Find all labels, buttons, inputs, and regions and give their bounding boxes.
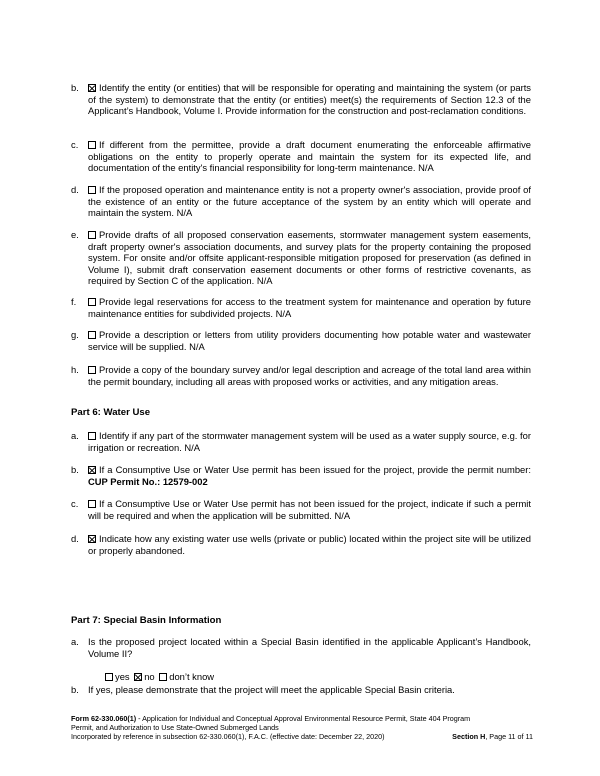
option-no-label: no xyxy=(144,671,155,682)
item-text: If the proposed operation and maintenance entity is not a property owner's association, provide proof of the existence of an entity or the future acceptance of the system by an entity which will operate and maintain the system. N/A xyxy=(88,184,531,218)
option-dont-know-label: don’t know xyxy=(169,671,215,682)
checkbox-no-checked[interactable] xyxy=(134,673,142,681)
checkbox[interactable] xyxy=(88,141,96,149)
checkbox-checked[interactable] xyxy=(88,535,96,543)
item-text: Identify the entity (or entities) that will be responsible for operating and maintaining the system (or parts of the system) to demonstrate that the entity (or entities) meet(s) the requirements of Section 12.3 of the Applicant’s Handbook, Volume I. Provide information for the construction and post-reclamation conditions. xyxy=(88,82,531,116)
item-letter: a. xyxy=(71,430,79,441)
item-letter: f. xyxy=(71,296,77,307)
item-text: If a Consumptive Use or Water Use permit has not been issued for the project, indicate if such a permit will be required and when the application will be submitted. N/A xyxy=(88,498,531,521)
item-b-operation-entity xyxy=(71,82,531,117)
checkbox[interactable] xyxy=(88,366,96,374)
cup-permit-number: CUP Permit No.: 12579-002 xyxy=(88,475,208,487)
footer-page-number: , Page 11 of 11 xyxy=(485,732,533,741)
item-f-legal-reservations xyxy=(71,296,531,319)
item-text: Provide a copy of the boundary survey and/or legal description and acreage of the total land area within the permit boundary, including all areas with proposed works or activities, and any mitigation areas. xyxy=(88,364,531,387)
part7-item-a xyxy=(71,636,531,659)
item-h-boundary-survey xyxy=(71,364,531,387)
item-letter: c. xyxy=(71,139,79,150)
part7-item-b xyxy=(71,684,531,696)
item-letter: g. xyxy=(71,329,79,340)
item-letter: a. xyxy=(71,636,79,647)
item-letter: e. xyxy=(71,229,79,240)
option-yes-label: yes xyxy=(115,671,130,682)
footer-form-number: Form 62-330.060(1) xyxy=(71,714,137,723)
footer-line-3: Incorporated by reference in subsection 62-330.060(1), F.A.C. (effective date: December 22, 2020) xyxy=(71,732,385,741)
item-text: Provide drafts of all proposed conservation easements, stormwater management system easements, draft property owner's association documents, and survey plats for the property containing the proposed system. For onsite and/or offsite applicant-responsible mitigation proposed for preservation (as defined in Volume I), submit draft conservation easement documents or other forms of restrictive covenants, as required by Section C of the application. N/A xyxy=(88,229,531,286)
item-text: Indicate how any existing water use wells (private or public) located within the project site will be utilized or properly abandoned. xyxy=(88,533,531,556)
checkbox[interactable] xyxy=(88,331,96,339)
footer-section: Section H xyxy=(452,732,486,741)
part6-item-d xyxy=(71,533,531,556)
checkbox-dont-know[interactable] xyxy=(159,673,167,681)
footer-line1-text: - Application for Individual and Conceptual Approval Environmental Resource Permit, State 404 Program xyxy=(136,714,471,723)
page-footer xyxy=(71,714,533,741)
item-text: If yes, please demonstrate that the project will meet the applicable Special Basin criteria. xyxy=(88,684,455,695)
checkbox[interactable] xyxy=(88,186,96,194)
part6-item-c xyxy=(71,498,531,521)
part6-item-b xyxy=(71,464,531,487)
footer-line-2: Permit, and Authorization to Use State-Owned Submerged Lands xyxy=(71,723,279,732)
part6-heading: Part 6: Water Use xyxy=(71,407,151,418)
item-text: Is the proposed project located within a Special Basin identified in the applicable Applicant’s Handbook, Volume II? xyxy=(88,636,531,659)
item-letter: b. xyxy=(71,464,79,475)
checkbox[interactable] xyxy=(88,432,96,440)
item-letter: c. xyxy=(71,498,79,509)
item-letter: b. xyxy=(71,684,79,695)
checkbox-checked[interactable] xyxy=(88,84,96,92)
part7-heading: Part 7: Special Basin Information xyxy=(71,615,222,626)
checkbox-checked[interactable] xyxy=(88,466,96,474)
item-d-proof-entity xyxy=(71,184,531,219)
item-letter: d. xyxy=(71,533,79,544)
item-letter: d. xyxy=(71,184,79,195)
item-letter: h. xyxy=(71,364,79,375)
item-text: Provide legal reservations for access to the treatment system for maintenance and operation by future maintenance entities for subdivided projects. N/A xyxy=(88,296,531,319)
item-letter: b. xyxy=(71,82,79,93)
checkbox[interactable] xyxy=(88,298,96,306)
item-text: Identify if any part of the stormwater management system will be used as a water supply source, e.g. for irrigation or recreation. N/A xyxy=(88,430,531,453)
item-text: If a Consumptive Use or Water Use permit has been issued for the project, provide the permit number: xyxy=(99,464,531,475)
item-text: If different from the permittee, provide a draft document enumerating the enforceable affirmative obligations on the entity to properly operate and maintain the system for its expected life, and documentation of the entity's financial responsibility for long-term maintenance. N/A xyxy=(88,139,531,173)
item-c-draft-document xyxy=(71,139,531,174)
part6-item-a xyxy=(71,430,531,453)
special-basin-options xyxy=(105,671,216,682)
checkbox[interactable] xyxy=(88,500,96,508)
item-text: Provide a description or letters from utility providers documenting how potable water and wastewater service will be supplied. N/A xyxy=(88,329,531,352)
item-g-utility-letters xyxy=(71,329,531,352)
checkbox-yes[interactable] xyxy=(105,673,113,681)
checkbox[interactable] xyxy=(88,231,96,239)
footer-line-1 xyxy=(71,714,533,723)
item-e-conservation-easements xyxy=(71,229,531,287)
footer-page-info xyxy=(452,732,533,741)
